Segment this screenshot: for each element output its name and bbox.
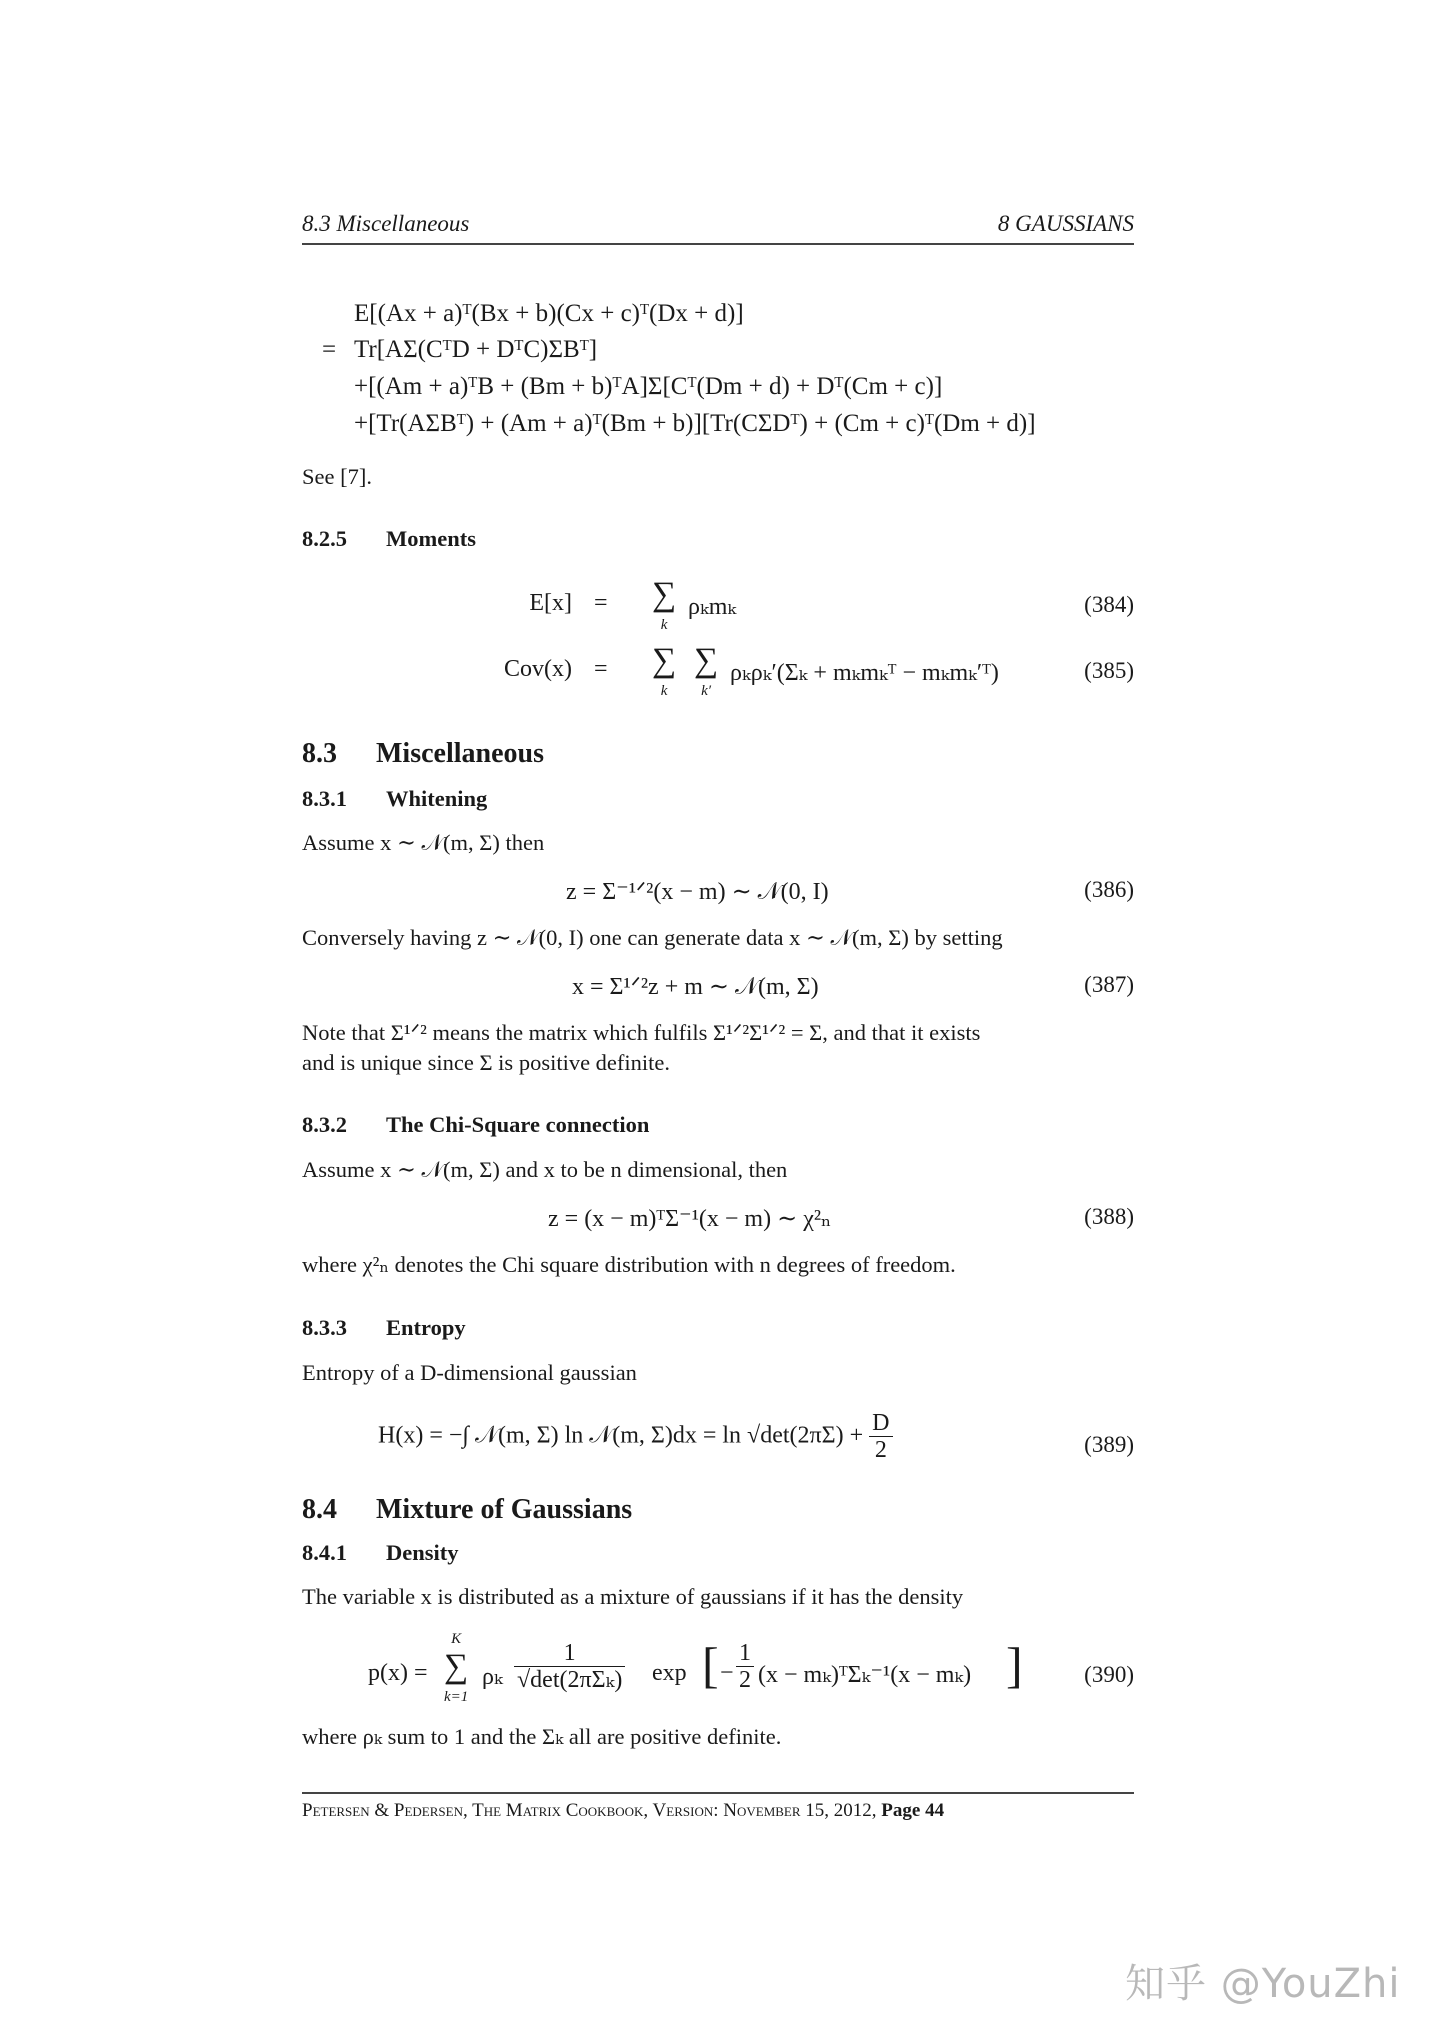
- left-bracket-icon: [: [702, 1637, 719, 1693]
- top-eq-line-1: E[(Ax + a)ᵀ(Bx + b)(Cx + c)ᵀ(Dx + d)]: [354, 300, 744, 327]
- density-intro: The variable x is distributed as a mixture of gaussians if it has the density: [302, 1584, 964, 1609]
- eq389-number: (389): [1084, 1432, 1134, 1457]
- header-rule: [302, 243, 1134, 245]
- top-eq-line-3: +[(Am + a)ᵀB + (Bm + b)ᵀA]Σ[Cᵀ(Dm + d) + Dᵀ(Cm + c)]: [354, 373, 943, 400]
- eq388: z = (x − m)ᵀΣ⁻¹(x − m) ∼ χ²ₙ: [548, 1206, 832, 1232]
- eq384-number: (384): [1084, 592, 1134, 617]
- right-bracket-icon: ]: [1006, 1637, 1023, 1693]
- fraction: $\frac{D}{2}$: [869, 1410, 892, 1464]
- eq386: z = Σ⁻¹ᐟ²(x − m) ∼ 𝒩(0, I): [566, 879, 829, 905]
- eq390-sum: [444, 1631, 469, 1705]
- eq384-rhs: ρₖmₖ: [688, 594, 737, 620]
- eq387-number: (387): [1084, 972, 1134, 997]
- summation-icon: ∑ k′: [694, 642, 719, 699]
- eq385-rhs: ρₖρₖ′(Σₖ + mₖmₖᵀ − mₖmₖ′ᵀ): [730, 660, 999, 686]
- heading-moments: [302, 526, 476, 552]
- eq384-lhs: E[x]: [529, 590, 572, 616]
- density-after: where ρₖ sum to 1 and the Σₖ all are positive definite.: [302, 1724, 782, 1749]
- heading-chi-square: [302, 1112, 649, 1138]
- heading-number: 8.3.3: [302, 1315, 347, 1340]
- heading-whitening: [302, 786, 487, 812]
- heading-number: 8.3: [302, 738, 337, 769]
- whitening-conversely: Conversely having z ∼ 𝒩(0, I) one can generate data x ∼ 𝒩(m, Σ) by setting: [302, 925, 1003, 950]
- heading-number: 8.3.1: [302, 786, 347, 811]
- eq390-fraction: $\frac{1}{\text{√det(2πΣₖ)}}$: [514, 1640, 625, 1694]
- heading-entropy: [302, 1315, 466, 1341]
- footer-text: Petersen & Pedersen, The Matrix Cookbook, Version: November 15, 2012,: [302, 1800, 877, 1821]
- heading-title: Whitening: [386, 786, 488, 811]
- document-page: [302, 0, 1134, 2036]
- eq389-lhs: H(x) = −∫ 𝒩(m, Σ) ln 𝒩(m, Σ)dx = ln √det(2πΣ) +: [378, 1422, 870, 1449]
- heading-title: Mixture of Gaussians: [376, 1494, 633, 1525]
- heading-title: The Chi-Square connection: [386, 1112, 650, 1137]
- heading-title: Miscellaneous: [376, 738, 544, 769]
- top-eq-line-4: +[Tr(AΣBᵀ) + (Am + a)ᵀ(Bm + b)][Tr(CΣDᵀ) + (Cm + c)ᵀ(Dm + d)]: [354, 410, 1036, 437]
- eq390-number: (390): [1084, 1662, 1134, 1687]
- page-footer: [302, 1800, 944, 1822]
- footer-rule: [302, 1792, 1134, 1794]
- eq386-number: (386): [1084, 877, 1134, 902]
- see-reference: See [7].: [302, 464, 372, 489]
- heading-title: Moments: [386, 526, 476, 551]
- eq390-minus: −: [720, 1660, 734, 1686]
- summation-icon: ∑ k: [652, 576, 677, 633]
- eq385-lhs: Cov(x): [504, 656, 572, 682]
- eq384-sum: [652, 576, 677, 633]
- chi-square-after: where χ²ₙ denotes the Chi square distribution with n degrees of freedom.: [302, 1252, 956, 1277]
- eq388-number: (388): [1084, 1204, 1134, 1229]
- running-header-right: 8 GAUSSIANS: [997, 211, 1134, 236]
- eq389: [378, 1410, 893, 1464]
- eq390-lhs: p(x) =: [368, 1660, 428, 1686]
- entropy-intro: Entropy of a D-dimensional gaussian: [302, 1360, 637, 1385]
- eq384-rel: =: [594, 590, 608, 616]
- whitening-note-line-2: and is unique since Σ is positive definite.: [302, 1050, 671, 1075]
- summation-icon: ∑ k: [652, 642, 677, 699]
- whitening-intro: Assume x ∼ 𝒩(m, Σ) then: [302, 830, 545, 855]
- chi-square-intro: Assume x ∼ 𝒩(m, Σ) and x to be n dimensional, then: [302, 1157, 788, 1182]
- heading-number: 8.2.5: [302, 526, 347, 551]
- heading-density: [302, 1540, 459, 1566]
- heading-title: Entropy: [386, 1315, 466, 1340]
- eq387: x = Σ¹ᐟ²z + m ∼ 𝒩(m, Σ): [572, 974, 819, 1000]
- eq385-sum-kprime: [694, 642, 719, 699]
- heading-title: Density: [386, 1540, 459, 1565]
- watermark: 知乎 @YouZhi: [1125, 1961, 1401, 2007]
- page-number: Page 44: [881, 1800, 945, 1821]
- heading-miscellaneous: [302, 738, 544, 770]
- eq390-half: $\frac{1}{2}$: [736, 1640, 754, 1694]
- eq385-rel: =: [594, 656, 608, 682]
- running-header-left: 8.3 Miscellaneous: [302, 211, 470, 236]
- top-eq-line-2: Tr[AΣ(CᵀD + DᵀC)ΣBᵀ]: [354, 336, 598, 363]
- heading-number: 8.4: [302, 1494, 337, 1525]
- heading-mixture: [302, 1494, 632, 1526]
- eq385-number: (385): [1084, 658, 1134, 683]
- whitening-note-line-1: Note that Σ¹ᐟ² means the matrix which fulfils Σ¹ᐟ²Σ¹ᐟ² = Σ, and that it exists: [302, 1020, 981, 1045]
- running-header: [302, 211, 1134, 243]
- heading-number: 8.4.1: [302, 1540, 347, 1565]
- top-eq-equals: =: [322, 336, 337, 363]
- eq385-sum-k: [652, 642, 677, 699]
- eq390-exp: exp: [652, 1660, 687, 1686]
- summation-icon: ∑ K k=1: [444, 1631, 469, 1705]
- eq390-rho: ρₖ: [482, 1664, 503, 1690]
- eq390-bracket-body: (x − mₖ)ᵀΣₖ⁻¹(x − mₖ): [758, 1662, 972, 1688]
- heading-number: 8.3.2: [302, 1112, 347, 1137]
